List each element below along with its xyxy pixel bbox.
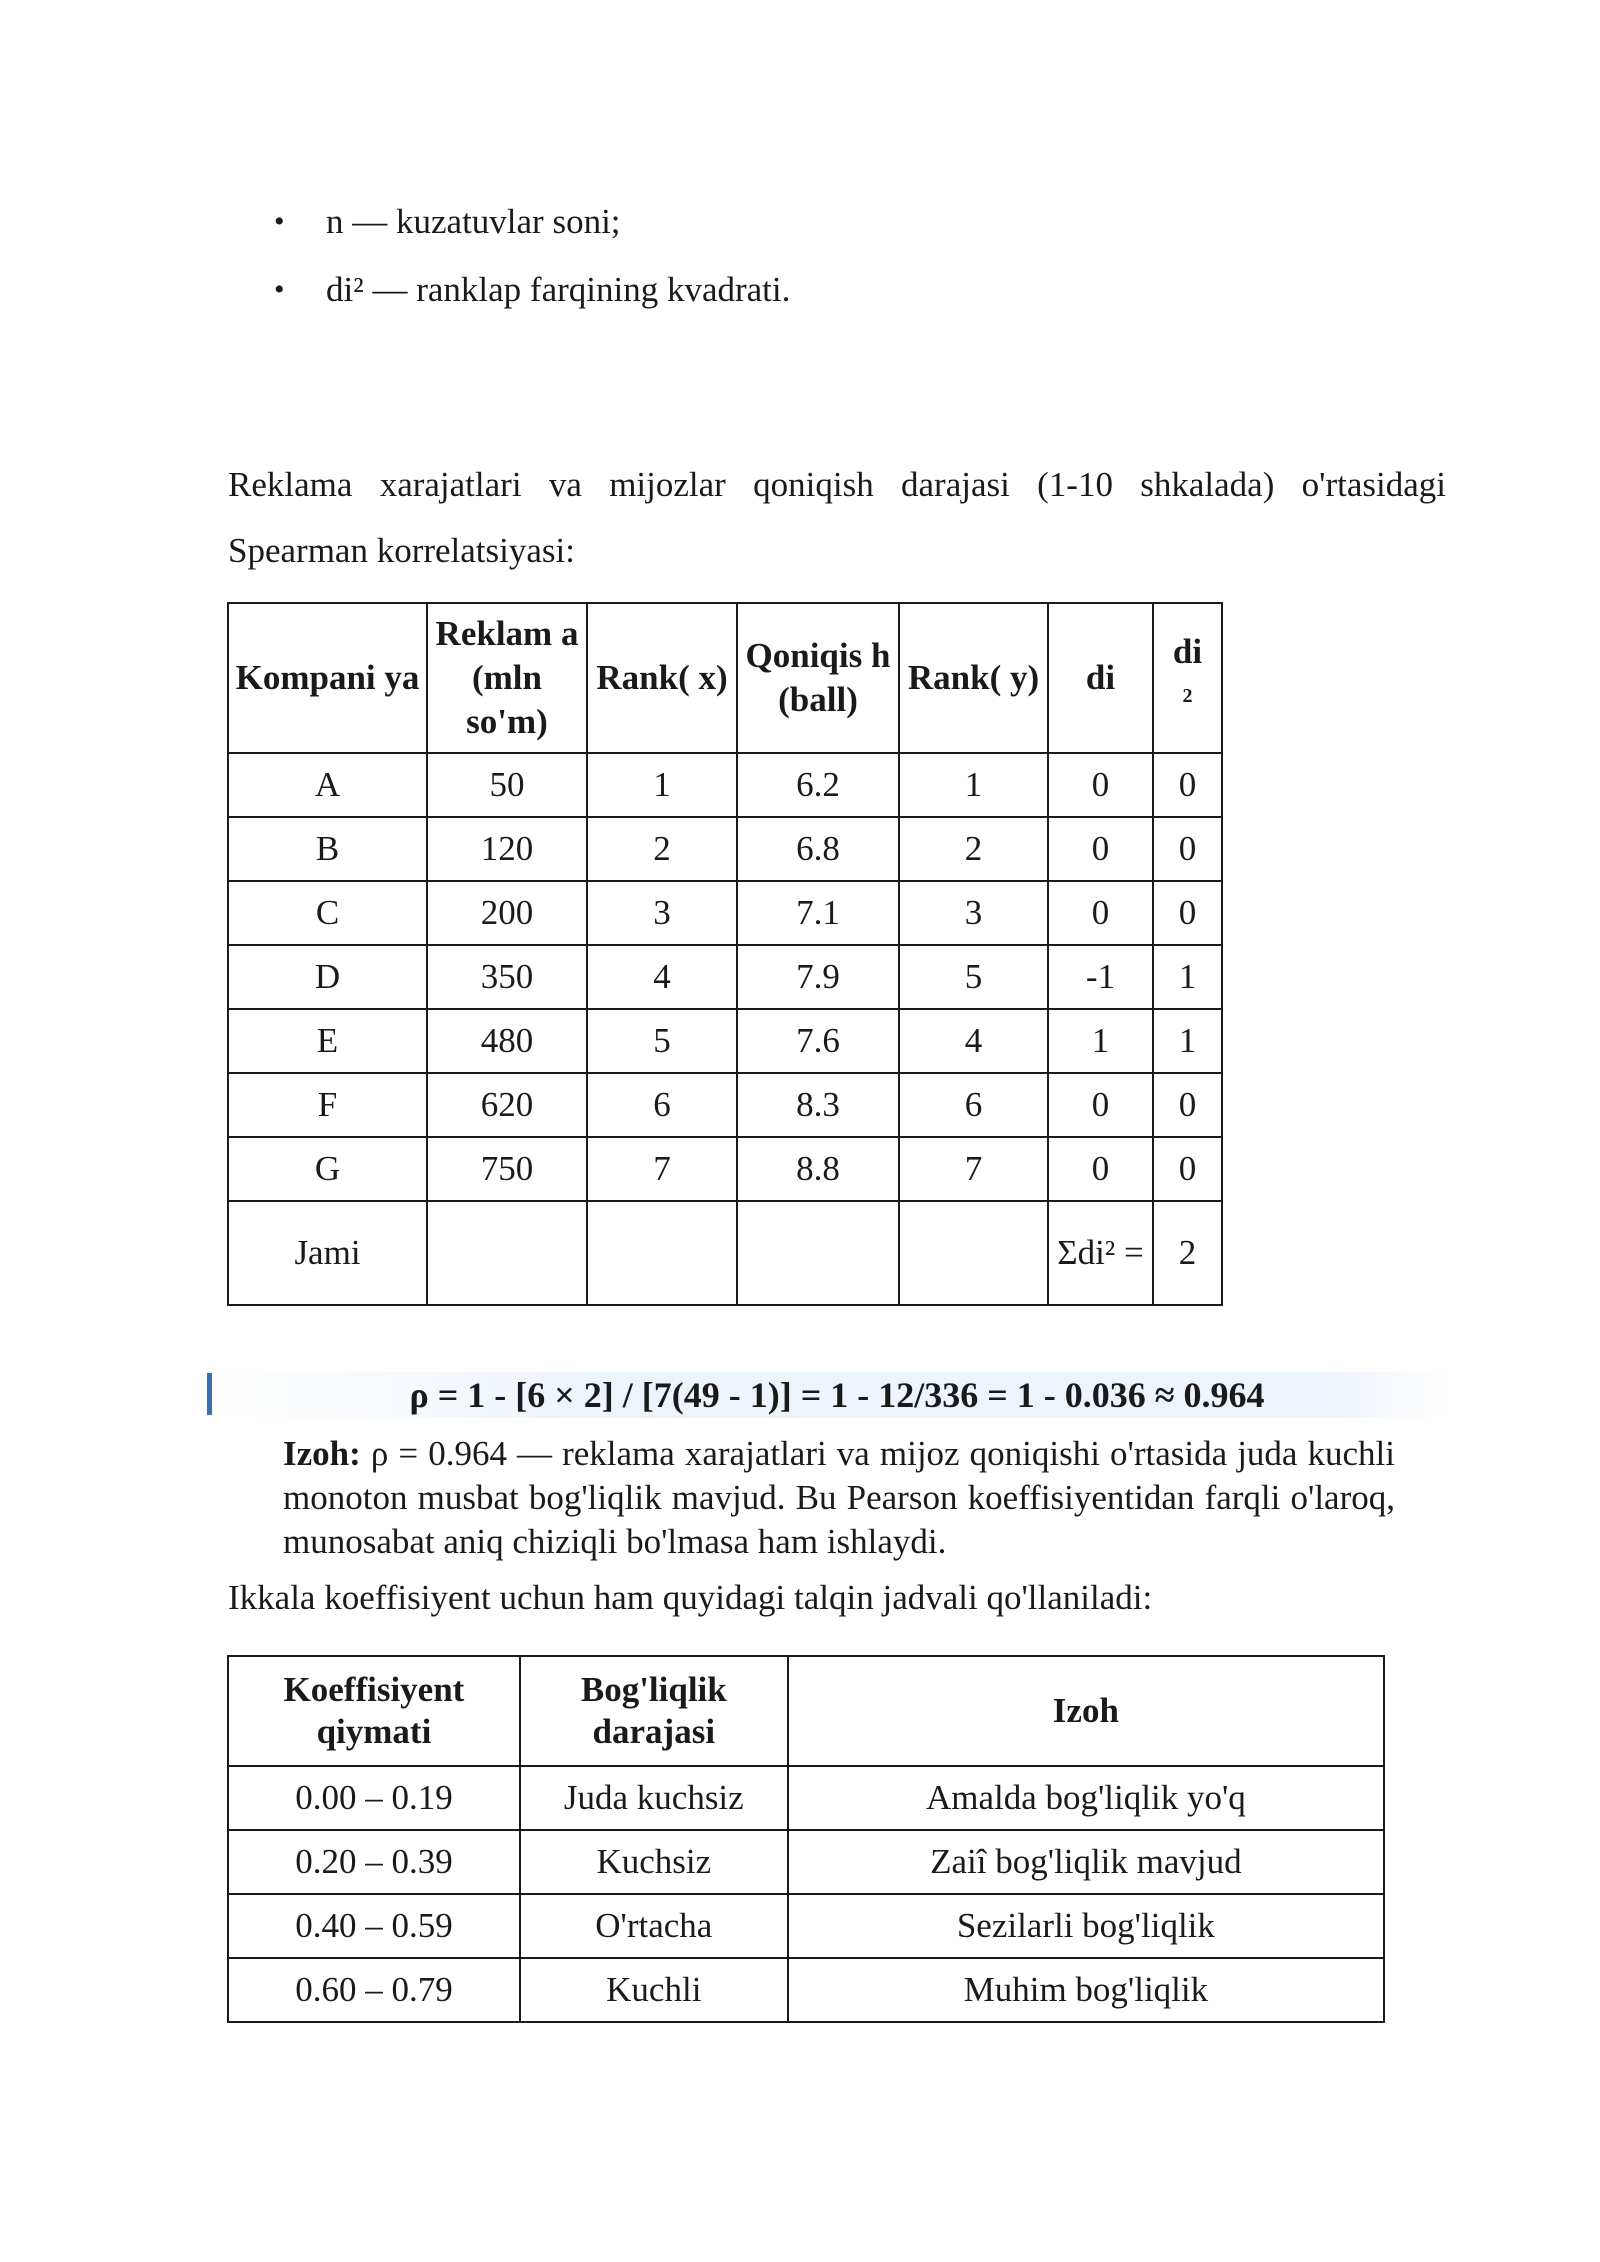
table-row xyxy=(228,753,1222,817)
header-cell: Rank( x) xyxy=(587,603,737,753)
table-cell: Sezilarli bog'liqlik xyxy=(788,1894,1384,1958)
header-cell xyxy=(1153,603,1222,753)
header-cell: Qoniqis h (ball) xyxy=(737,603,899,753)
table-cell: 5 xyxy=(587,1009,737,1073)
header-cell: di xyxy=(1048,603,1153,753)
table-cell: 6.8 xyxy=(737,817,899,881)
formula-marker xyxy=(207,1373,212,1415)
table-cell: 7 xyxy=(899,1137,1048,1201)
table-row xyxy=(228,1894,1384,1958)
table-cell: Kuchli xyxy=(520,1958,788,2022)
header-cell: Izoh xyxy=(788,1656,1384,1766)
table-cell: 1 xyxy=(587,753,737,817)
table-row xyxy=(228,817,1222,881)
table-cell xyxy=(899,1201,1048,1305)
table-cell: 0 xyxy=(1153,1137,1222,1201)
table-cell: C xyxy=(228,881,427,945)
table-cell xyxy=(587,1201,737,1305)
table-cell: 4 xyxy=(587,945,737,1009)
table-cell: Juda kuchsiz xyxy=(520,1766,788,1830)
header-cell: Reklam a (mln so'm) xyxy=(427,603,587,753)
table-cell: F xyxy=(228,1073,427,1137)
bullet-list xyxy=(274,188,790,324)
table-cell: 6 xyxy=(899,1073,1048,1137)
header-cell-text: di xyxy=(1172,632,1203,672)
table-cell: -1 xyxy=(1048,945,1153,1009)
spearman-table xyxy=(227,602,1223,1306)
bullet-item xyxy=(274,188,790,256)
table-cell: 0 xyxy=(1048,753,1153,817)
table-cell: 350 xyxy=(427,945,587,1009)
table-cell: 0.00 – 0.19 xyxy=(228,1766,520,1830)
table-cell: Muhim bog'liqlik xyxy=(788,1958,1384,2022)
note-label: Izoh: xyxy=(283,1434,361,1473)
table-cell: 6.2 xyxy=(737,753,899,817)
table-row xyxy=(228,881,1222,945)
table-cell: B xyxy=(228,817,427,881)
table-cell: 0 xyxy=(1048,1137,1153,1201)
table-cell: 0 xyxy=(1153,817,1222,881)
table-cell: 0 xyxy=(1048,881,1153,945)
table-header-row xyxy=(228,1656,1384,1766)
table-cell: E xyxy=(228,1009,427,1073)
table-cell: 1 xyxy=(1153,945,1222,1009)
table-cell: 7 xyxy=(587,1137,737,1201)
table-row xyxy=(228,1830,1384,1894)
table-cell: 7.1 xyxy=(737,881,899,945)
table-cell: 0.20 – 0.39 xyxy=(228,1830,520,1894)
table-cell: 120 xyxy=(427,817,587,881)
table-cell: 2 xyxy=(587,817,737,881)
table-cell: 1 xyxy=(899,753,1048,817)
note-text: ρ = 0.964 — reklama xarajatlari va mijoz qoniqishi o'rtasida juda kuchli monoton musbat bog'liqlik mavjud. Bu Pearson koeffisiyentidan farqli o'laroq, munosabat aniq chiziqli bo'lmasa ham ishlaydi. xyxy=(283,1434,1396,1561)
table-cell: 480 xyxy=(427,1009,587,1073)
table-cell: 8.3 xyxy=(737,1073,899,1137)
table-cell: 8.8 xyxy=(737,1137,899,1201)
header-cell: Koeffisiyent qiymati xyxy=(228,1656,520,1766)
bullet-dot: • xyxy=(274,205,285,238)
header-cell: Bog'liqlik darajasi xyxy=(520,1656,788,1766)
header-cell: Kompani ya xyxy=(228,603,427,753)
bullet-dot: • xyxy=(274,273,285,306)
note-paragraph xyxy=(283,1432,1395,1564)
table-cell: 200 xyxy=(427,881,587,945)
table-row xyxy=(228,1009,1222,1073)
table-row xyxy=(228,1073,1222,1137)
table-cell: 6 xyxy=(587,1073,737,1137)
table-cell: 4 xyxy=(899,1009,1048,1073)
header-cell-superscript: 2 xyxy=(1182,685,1193,708)
table-cell: O'rtacha xyxy=(520,1894,788,1958)
table-row xyxy=(228,945,1222,1009)
table-cell: 0.60 – 0.79 xyxy=(228,1958,520,2022)
interpretation-table xyxy=(227,1655,1385,2023)
table-cell: 0 xyxy=(1048,1073,1153,1137)
bullet-text: n — kuzatuvlar soni; xyxy=(326,202,621,241)
table-cell: G xyxy=(228,1137,427,1201)
table-cell xyxy=(737,1201,899,1305)
table-cell: 0 xyxy=(1153,753,1222,817)
table-cell: 0.40 – 0.59 xyxy=(228,1894,520,1958)
table-cell: D xyxy=(228,945,427,1009)
bullet-item xyxy=(274,256,790,324)
table-cell: 0 xyxy=(1153,881,1222,945)
table-cell: 1 xyxy=(1048,1009,1153,1073)
table-cell: 750 xyxy=(427,1137,587,1201)
table-cell: 2 xyxy=(899,817,1048,881)
table-cell: 3 xyxy=(587,881,737,945)
total-row xyxy=(228,1201,1222,1305)
table-header-row xyxy=(228,603,1222,753)
table-cell: 3 xyxy=(899,881,1048,945)
table-cell: Amalda bog'liqlik yo'q xyxy=(788,1766,1384,1830)
table-cell: 7.9 xyxy=(737,945,899,1009)
table-row xyxy=(228,1958,1384,2022)
table-cell: 1 xyxy=(1153,1009,1222,1073)
table-cell: Zaiî bog'liqlik mavjud xyxy=(788,1830,1384,1894)
table-cell: 50 xyxy=(427,753,587,817)
sum-label xyxy=(1048,1201,1153,1305)
table-cell: 5 xyxy=(899,945,1048,1009)
header-cell: Rank( y) xyxy=(899,603,1048,753)
table-cell: Kuchsiz xyxy=(520,1830,788,1894)
sum-value: 2 xyxy=(1153,1201,1222,1305)
table-cell: 7.6 xyxy=(737,1009,899,1073)
total-label: Jami xyxy=(228,1201,427,1305)
table-cell: 0 xyxy=(1153,1073,1222,1137)
table-cell: A xyxy=(228,753,427,817)
sum-label-text: Σdi² = xyxy=(1057,1233,1144,1272)
table-cell xyxy=(427,1201,587,1305)
table-row xyxy=(228,1137,1222,1201)
intro-paragraph: Reklama xarajatlari va mijozlar qoniqish darajasi (1-10 shkalada) o'rtasidagi Spearman korrelatsiyasi: xyxy=(228,465,1446,570)
lead-paragraph: Ikkala koeffisiyent uchun ham quyidagi talqin jadvali qo'llaniladi: xyxy=(228,1578,1153,1617)
table-cell: 620 xyxy=(427,1073,587,1137)
formula: ρ = 1 - [6 × 2] / [7(49 - 1)] = 1 - 12/336 = 1 - 0.036 ≈ 0.964 xyxy=(409,1375,1265,1415)
table-cell: 0 xyxy=(1048,817,1153,881)
bullet-text: di² — ranklap farqining kvadrati. xyxy=(326,270,791,309)
table-row xyxy=(228,1766,1384,1830)
